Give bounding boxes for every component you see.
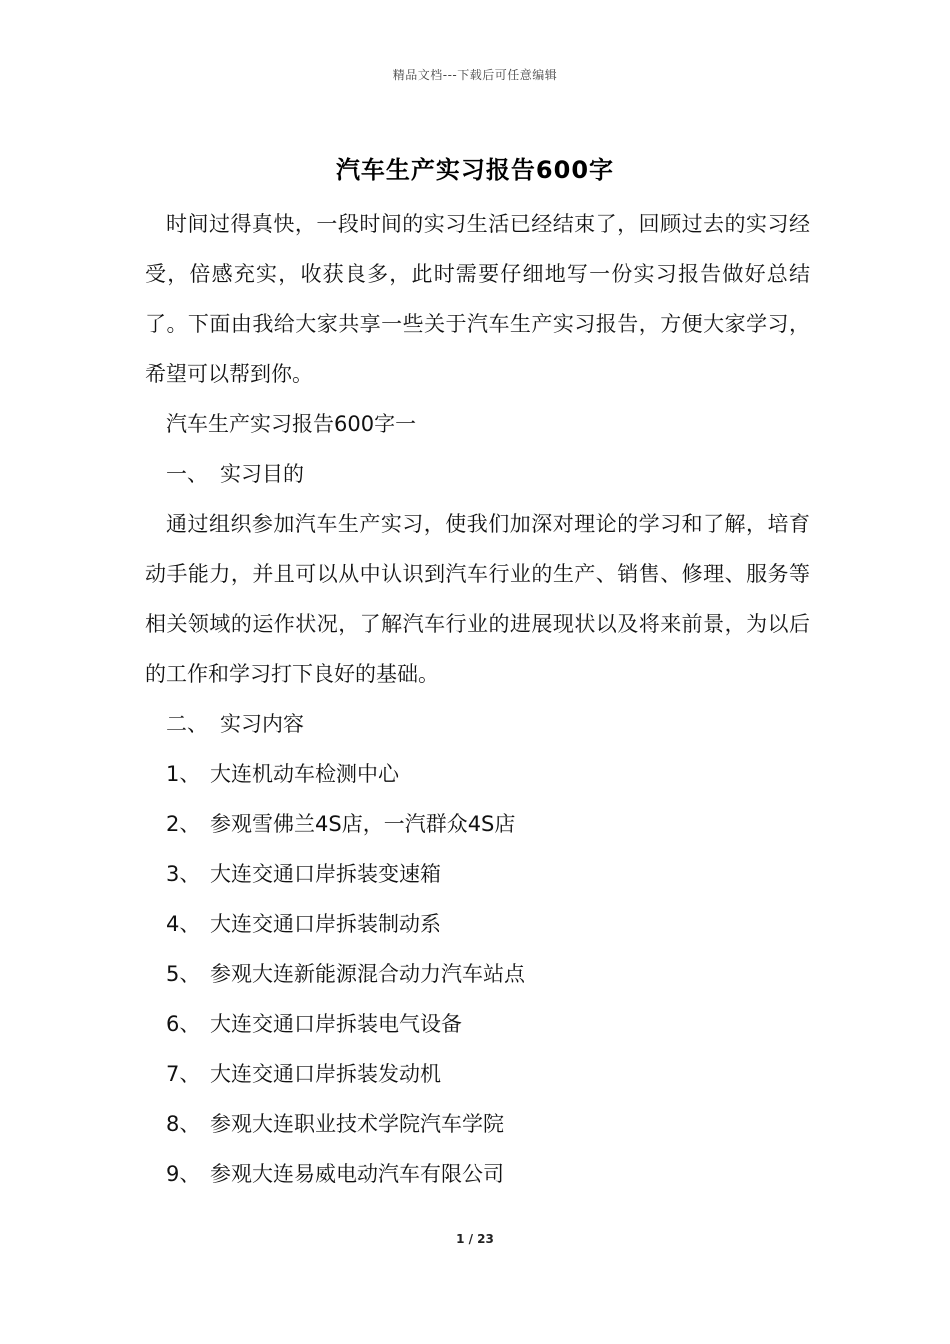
list-item (145, 849, 810, 899)
report-subtitle: 汽车生产实习报告600字一 (166, 412, 417, 436)
list-item (145, 1149, 810, 1199)
list-item-text: 大连交通口岸拆装变速箱 (210, 862, 441, 886)
list-item (145, 949, 810, 999)
list-item (145, 799, 810, 849)
section-heading-2 (145, 699, 810, 749)
list-item-number: 9、 (166, 1162, 201, 1186)
list-item-text: 参观大连新能源混合动力汽车站点 (210, 962, 525, 986)
section-number-1: 一、 (166, 462, 208, 486)
list-item (145, 1049, 810, 1099)
list-item-number: 3、 (166, 862, 201, 886)
section-number-2: 二、 (166, 712, 208, 736)
list-item (145, 1099, 810, 1149)
list-item (145, 999, 810, 1049)
list-item-text: 参观大连易威电动汽车有限公司 (210, 1162, 504, 1186)
list-item-number: 5、 (166, 962, 201, 986)
intro-paragraph: 时间过得真快，一段时间的实习生活已经结束了，回顾过去的实习经受，倍感充实，收获良多，此时需要仔细地写一份实习报告做好总结了。下面由我给大家共享一些关于汽车生产实习报告，方便大家学习，希望可以帮到你。 (145, 212, 810, 386)
list-item-text: 大连交通口岸拆装制动系 (210, 912, 441, 936)
list-item-number: 6、 (166, 1012, 201, 1036)
content-list (145, 749, 810, 1199)
document-title: 汽车生产实习报告600字 (335, 156, 615, 184)
list-item (145, 749, 810, 799)
header-note: 精品文档---下载后可任意编辑 (392, 68, 558, 82)
list-item (145, 899, 810, 949)
section-title-2: 实习内容 (220, 712, 304, 736)
section-1-paragraph: 通过组织参加汽车生产实习，使我们加深对理论的学习和了解，培育动手能力，并且可以从中认识到汽车行业的生产、销售、修理、服务等相关领域的运作状况，了解汽车行业的进展现状以及将来前景，为以后的工作和学习打下良好的基础。 (145, 512, 810, 686)
list-item-text: 参观雪佛兰4S店，一汽群众4S店 (210, 812, 516, 836)
document-body (145, 199, 810, 1199)
list-item-number: 7、 (166, 1062, 201, 1086)
list-item-number: 1、 (166, 762, 201, 786)
list-item-number: 8、 (166, 1112, 201, 1136)
section-heading-1 (145, 449, 810, 499)
list-item-text: 大连交通口岸拆装电气设备 (210, 1012, 462, 1036)
list-item-text: 大连机动车检测中心 (210, 762, 399, 786)
list-item-text: 参观大连职业技术学院汽车学院 (210, 1112, 504, 1136)
list-item-number: 2、 (166, 812, 201, 836)
section-title-1: 实习目的 (220, 462, 304, 486)
list-item-text: 大连交通口岸拆装发动机 (210, 1062, 441, 1086)
page-number: 1 / 23 (456, 1232, 494, 1246)
list-item-number: 4、 (166, 912, 201, 936)
